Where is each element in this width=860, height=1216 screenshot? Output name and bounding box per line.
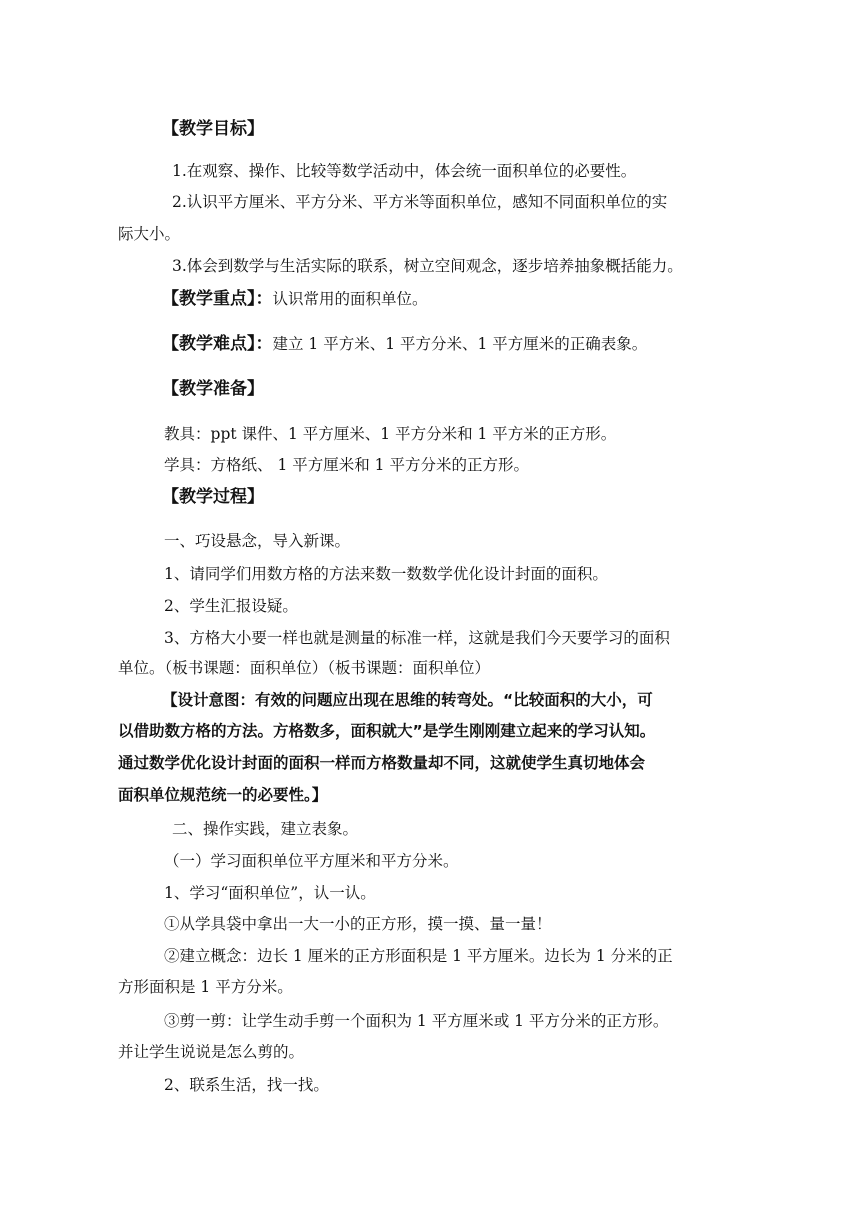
process-line: ①从学具袋中拿出一大一小的正方形，摸一摸、量一量！ — [164, 915, 552, 933]
goal-item-1: 1.在观察、操作、比较等数学活动中，体会统一面积单位的必要性。 — [172, 162, 637, 180]
student-tools — [164, 454, 529, 476]
key-point-label: 【教学重点】： — [162, 289, 273, 309]
preparation-heading: 【教学准备】 — [162, 379, 264, 399]
process-line: 1、请同学们用数方格的方法来数一数数学优化设计封面的面积。 — [164, 565, 608, 583]
design-intent-line: 面积单位规范统一的必要性。】 — [118, 786, 328, 804]
process-line: 二、操作实践，建立表象。 — [172, 820, 359, 838]
teacher-tools — [164, 423, 616, 445]
process-line: 单位。（板书课题：面积单位）（板书课题：面积单位） — [118, 659, 491, 677]
process-line: （一）学习面积单位平方厘米和平方分米。 — [164, 852, 459, 870]
process-line: 1、学习“面积单位”，认一认。 — [164, 884, 376, 902]
process-line: 3、方格大小要一样也就是测量的标准一样，这就是我们今天要学习的面积 — [164, 629, 670, 647]
teacher-tools-label: 教具： — [164, 425, 211, 443]
process-line: ③剪一剪：让学生动手剪一个面积为 1 平方厘米或 1 平方分米的正方形。 — [164, 1012, 669, 1030]
goal-item-2: 2.认识平方厘米、平方分米、平方米等面积单位，感知不同面积单位的实 — [172, 193, 668, 211]
difficulty-label: 【教学难点】： — [162, 334, 273, 354]
process-heading: 【教学过程】 — [162, 487, 264, 507]
student-tools-text: 方格纸、 1 平方厘米和 1 平方分米的正方形。 — [210, 456, 529, 474]
goals-heading: 【教学目标】 — [162, 119, 264, 139]
student-tools-label: 学具： — [164, 456, 211, 474]
process-line: 并让学生说说是怎么剪的。 — [118, 1043, 305, 1061]
key-point — [162, 288, 428, 310]
process-line: 2、联系生活，找一找。 — [164, 1076, 329, 1094]
goal-item-3: 3.体会到数学与生活实际的联系，树立空间观念，逐步培养抽象概括能力。 — [172, 257, 683, 275]
goal-item-2-cont: 际大小。 — [118, 225, 181, 243]
key-point-text: 认识常用的面积单位。 — [272, 290, 428, 308]
process-line: 2、学生汇报设疑。 — [164, 597, 298, 615]
process-line: 一、巧设悬念，导入新课。 — [164, 532, 351, 550]
design-intent-line: 通过数学优化设计封面的面积一样而方格数量却不同，这就使学生真切地体会 — [118, 754, 646, 772]
process-line: 方形面积是 1 平方分米。 — [118, 978, 293, 996]
design-intent-line: 以借助数方格的方法。方格数多，面积就大”是学生刚刚建立起来的学习认知。 — [118, 722, 656, 740]
process-line: ②建立概念：边长 1 厘米的正方形面积是 1 平方厘米。边长为 1 分米的正 — [164, 947, 673, 965]
teacher-tools-text: ppt 课件、1 平方厘米、1 平方分米和 1 平方米的正方形。 — [210, 425, 617, 443]
difficulty — [162, 333, 647, 355]
design-intent-line: 【设计意图：有效的问题应出现在思维的转弯处。“比较面积的大小，可 — [162, 691, 653, 709]
difficulty-text: 建立 1 平方米、1 平方分米、1 平方厘米的正确表象。 — [272, 335, 648, 353]
